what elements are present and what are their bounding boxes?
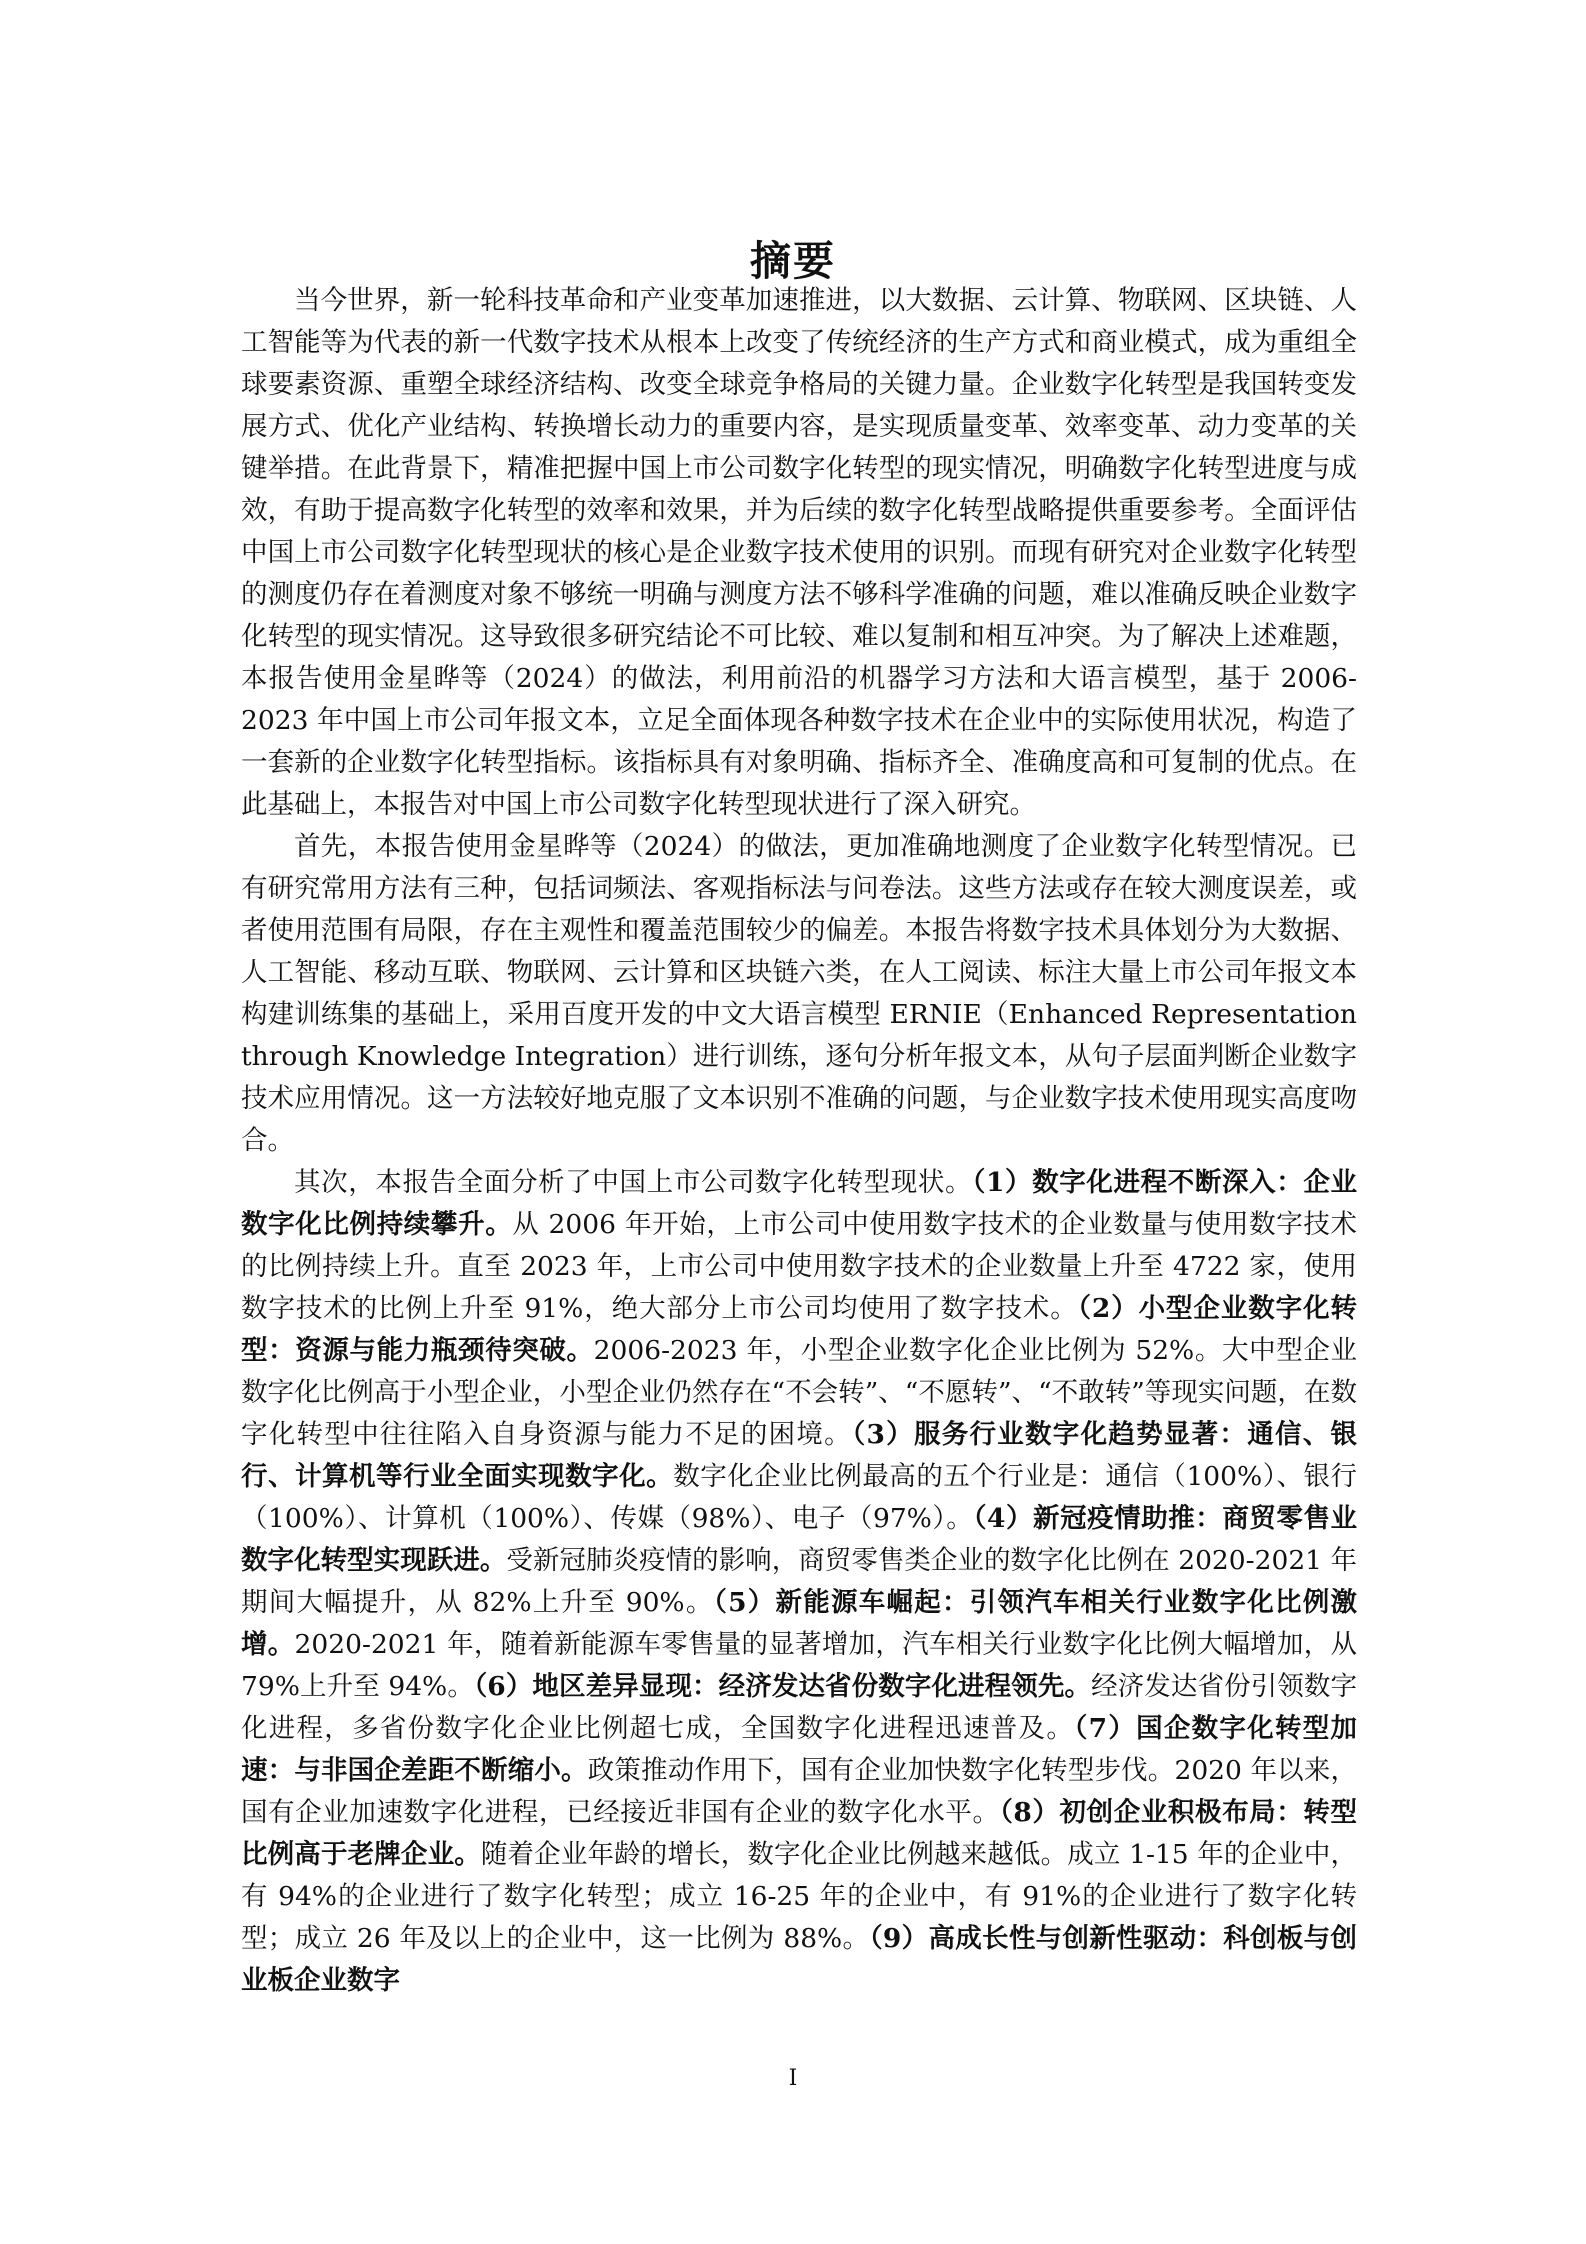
page-title: 摘要 bbox=[750, 237, 836, 286]
bold-finding-heading: （4）新冠疫情助推：商贸零售业数字化转型实现跃进。 bbox=[241, 1503, 1357, 1576]
paragraph-text: 当今世界，新一轮科技革命和产业变革加速推进，以大数据、云计算、物联网、区块链、人工智能等为代表的新一代数字技术从根本上改变了传统经济的生产方式和商业模式，成为重组全球要素资源、重塑全球经济结构、改变全球竞争格局的关键力量。企业数字化转型是我国转变发展方式、优化产业结构、转换增长动力的重要内容，是实现质量变革、效率变革、动力变革的关键举措。在此背景下，精准把握中国上市公司数字化转型的现实情况，明确数字化转型进度与成效，有助于提高数字化转型的效率和效果，并为后续的数字化转型战略提供重要参考。全面评估中国上市公司数字化转型现状的核心是企业数字技术使用的识别。而现有研究对企业数字化转型的测度仍存在着测度对象不够统一明确与测度方法不够科学准确的问题，难以准确反映企业数字化转型的现实情况。这导致很多研究结论不可比较、难以复制和相互冲突。为了解决上述难题，本报告使用金星晔等（2024）的做法，利用前沿的机器学习方法和大语言模型，基于 2006-2023 年中国上市公司年报文本，立足全面体现各种数字技术在企业中的实际使用状况，构造了一套新的企业数字化转型指标。该指标具有对象明确、指标齐全、准确度高和可复制的优点。在此基础上，本报告对中国上市公司数字化转型现状进行了深入研究。 bbox=[241, 285, 1357, 820]
paragraph-text: 2020-2021 年，随着新能源车零售量的显著增加，汽车相关行业数字化比例大幅增加，从 79%上升至 94%。 bbox=[241, 1629, 1357, 1702]
paragraph-text: 首先，本报告使用金星晔等（2024）的做法，更加准确地测度了企业数字化转型情况。已有研究常用方法有三种，包括词频法、客观指标法与问卷法。这些方法或存在较大测度误差，或者使用范围有局限，存在主观性和覆盖范围较少的偏差。本报告将数字技术具体划分为大数据、人工智能、移动互联、物联网、云计算和区块链六类，在人工阅读、标注大量上市公司年报文本构建训练集的基础上，采用百度开发的中文大语言模型 ERNIE（Enhanced Representation through Knowledge Integration）进行训练，逐句分析年报文本，从句子层面判断企业数字技术应用情况。这一方法较好地克服了文本识别不准确的问题，与企业数字技术使用现实高度吻合。 bbox=[241, 831, 1357, 1156]
paragraph-text: 数字化企业比例最高的五个行业是：通信（100%）、银行（100%）、计算机（100%）、传媒（98%）、电子（97%）。 bbox=[241, 1461, 1357, 1534]
bold-finding-heading: （2）小型企业数字化转型：资源与能力瓶颈待突破。 bbox=[241, 1293, 1357, 1366]
paragraph-text: 经济发达省份引领数字化进程，多省份数字化企业比例超七成，全国数字化进程迅速普及。 bbox=[241, 1671, 1357, 1744]
bold-finding-heading: （1）数字化进程不断深入：企业数字化比例持续攀升。 bbox=[241, 1167, 1357, 1240]
abstract-paragraph bbox=[241, 1162, 1357, 2002]
bold-finding-heading: （5）新能源车崛起：引领汽车相关行业数字化比例激增。 bbox=[241, 1587, 1357, 1660]
paragraph-text: 2006-2023 年，小型企业数字化企业比例为 52%。大中型企业数字化比例高于小型企业，小型企业仍然存在“不会转”、“不愿转”、“不敢转”等现实问题，在数字化转型中往往陷入自身资源与能力不足的困境。 bbox=[241, 1335, 1357, 1450]
abstract-body bbox=[241, 280, 1357, 2002]
page-number: I bbox=[788, 2066, 798, 2091]
bold-finding-heading: （6）地区差异显现：经济发达省份数字化进程领先。 bbox=[473, 1671, 1092, 1702]
bold-finding-heading: （3）服务行业数字化趋势显著：通信、银行、计算机等行业全面实现数字化。 bbox=[241, 1419, 1358, 1492]
bold-finding-heading: （9）高成长性与创新性驱动：科创板与创业板企业数字 bbox=[241, 1923, 1357, 1996]
paragraph-text: 从 2006 年开始，上市公司中使用数字技术的企业数量与使用数字技术的比例持续上升。直至 2023 年，上市公司中使用数字技术的企业数量上升至 4722 家，使用数字技术的比例上升至 91%，绝大部分上市公司均使用了数字技术。 bbox=[241, 1209, 1357, 1324]
bold-finding-heading: （8）初创企业积极布局：转型比例高于老牌企业。 bbox=[241, 1797, 1357, 1870]
paragraph-text: 政策推动作用下，国有企业加快数字化转型步伐。2020 年以来，国有企业加速数字化进程，已经接近非国有企业的数字化水平。 bbox=[241, 1755, 1357, 1828]
paragraph-text: 其次，本报告全面分析了中国上市公司数字化转型现状。 bbox=[294, 1167, 973, 1198]
paragraph-text: 受新冠肺炎疫情的影响，商贸零售类企业的数字化比例在 2020-2021 年期间大幅提升，从 82%上升至 90%。 bbox=[241, 1545, 1357, 1618]
abstract-paragraph bbox=[241, 826, 1357, 1162]
paragraph-text: 随着企业年龄的增长，数字化企业比例越来越低。成立 1-15 年的企业中，有 94%的企业进行了数字化转型；成立 16-25 年的企业中，有 91%的企业进行了数字化转型；成立 26 年及以上的企业中，这一比例为 88%。 bbox=[241, 1839, 1357, 1954]
bold-finding-heading: （7）国企数字化转型加速：与非国企差距不断缩小。 bbox=[241, 1713, 1357, 1786]
abstract-paragraph bbox=[241, 280, 1357, 826]
